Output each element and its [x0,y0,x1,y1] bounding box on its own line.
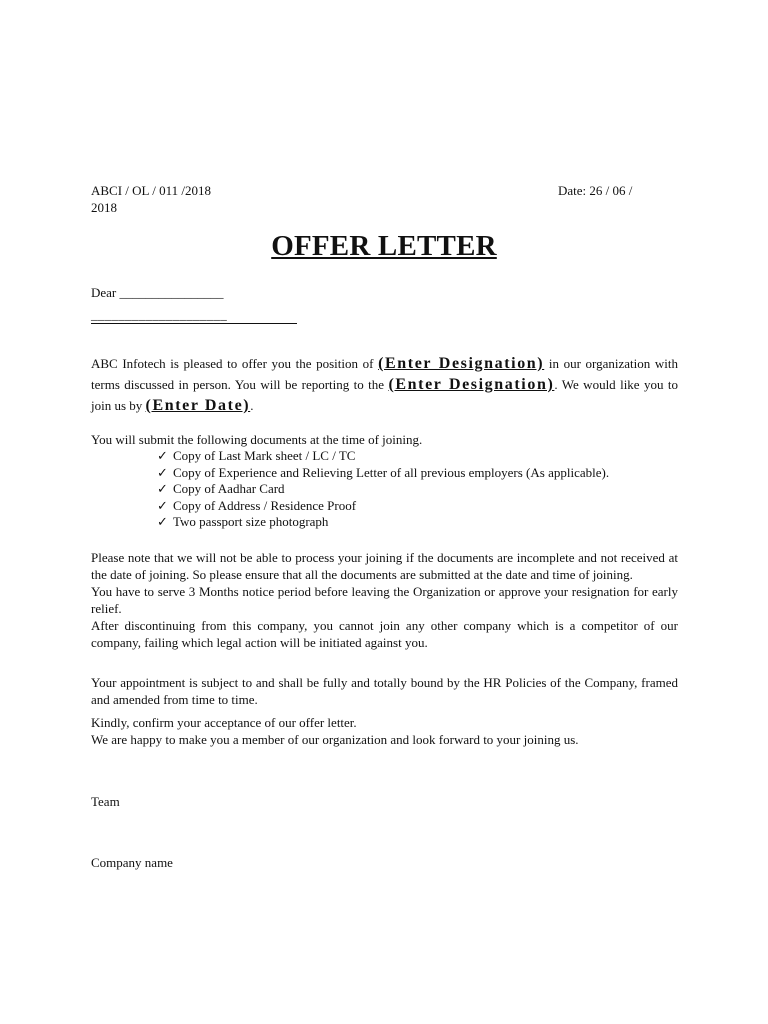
documents-list [157,448,609,531]
intro-text-b: in our organization with terms discussed in person. You will be reporting to the [91,356,678,392]
list-item-text: Two passport size photograph [173,514,329,530]
confirm-acceptance: Kindly, confirm your acceptance of our offer letter. [91,715,357,730]
intro-text-a: is pleased to offer you the position of [165,356,379,371]
policy-paragraph: Your appointment is subject to and shall be fully and totally bound by the HR Policies of the Company, framed and amended from time to time. [91,675,678,707]
checkmark-icon: ✓ [157,464,168,480]
checkmark-icon: ✓ [157,448,168,463]
list-item [157,465,609,482]
notice-period-note: You have to serve 3 Months notice period before leaving the Organization or approve your resignation for early relief. [91,584,678,616]
list-item [157,498,609,515]
document-title: OFFER LETTER [271,230,497,262]
list-item-text: Copy of Last Mark sheet / LC / TC [173,448,356,463]
letter-date: Date: 26 / 06 / [558,183,633,198]
intro-paragraph [91,353,678,416]
list-item-text: Copy of Experience and Relieving Letter of all previous employers (As applicable). [173,464,610,480]
company-name: ABC Infotech [91,356,166,371]
letter-date-year: 2018 [91,200,117,215]
checkmark-icon: ✓ [157,514,168,530]
address-blank-line [91,323,297,324]
welcome-line: We are happy to make you a member of our organization and look forward to your joining us. [91,732,579,747]
intro-text-c: . We would like you to join us by [91,377,678,413]
date-placeholder: (Enter Date) [145,397,251,414]
notes-paragraph [91,549,678,651]
signature-company: Company name [91,855,173,870]
designation-placeholder-2: (Enter Designation) [388,376,555,393]
list-item [157,448,609,465]
list-item-text: Copy of Aadhar Card [173,481,285,497]
checkmark-icon: ✓ [157,497,168,513]
documents-intro: You will submit the following documents at the time of joining. [91,432,423,447]
closing-paragraph [91,714,678,748]
competitor-clause: After discontinuing from this company, you cannot join any other company which is a competitor of our company, failing which legal action will be initiated against you. [91,618,678,650]
name-blank-line: ____________________ [91,307,227,322]
salutation: Dear ________________ [91,285,224,300]
intro-text-d: . [250,398,254,413]
signature-team: Team [91,794,120,809]
reference-number: ABCI / OL / 011 /2018 [91,183,212,198]
list-item-text: Copy of Address / Residence Proof [173,497,357,513]
checkmark-icon: ✓ [157,481,168,497]
list-item [157,481,609,498]
list-item [157,514,609,531]
incomplete-documents-note: Please note that we will not be able to process your joining if the documents are incomplete and not received at the date of joining. So please ensure that all the documents are submitted at the date and time of joining. [91,550,678,582]
designation-placeholder-1: (Enter Designation) [378,355,545,372]
